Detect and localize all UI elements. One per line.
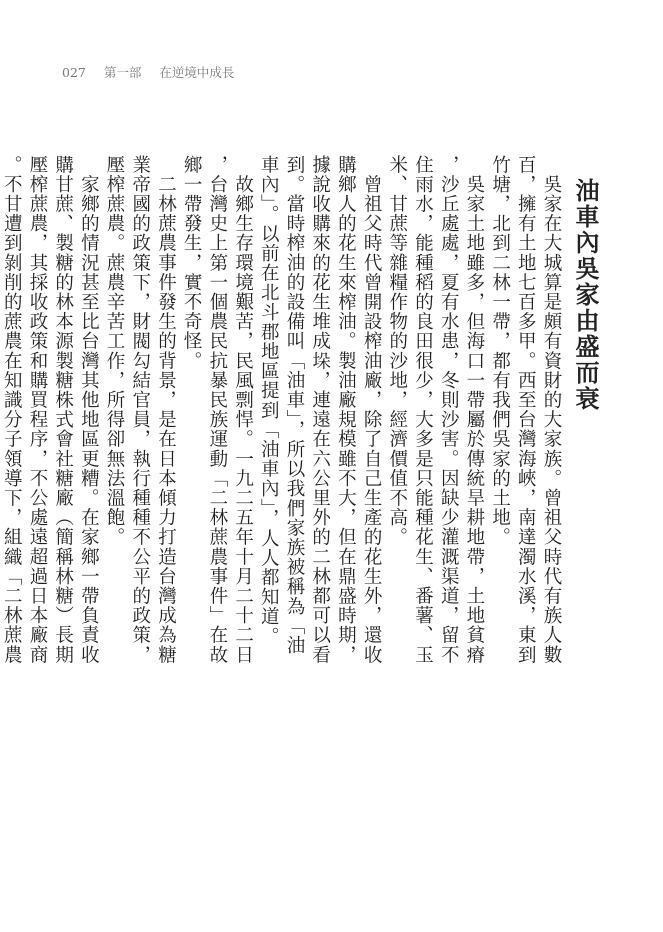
section-title: 油車內吳家由盛而衰 — [571, 178, 599, 412]
part-title: 在逆境中成長 — [159, 65, 235, 80]
part-label: 第一部 — [103, 65, 142, 80]
paragraph: 吳家土地雖多，但海口一帶屬於傳統旱耕地帶，土地貧瘠 ，沙丘處處，夏有水患，冬則沙害。因缺少灌溉渠道，留不 住雨水，能種稻的良田很少，大多是只能種花生、番薯、玉 米、甘蔗等雜糧作物的沙地，經濟價值不高。 — [386, 155, 485, 665]
paragraph: 故鄉生存環境艱苦，民風剽悍。一九二五年十月二十二日 ，台灣史上第一個農民抗暴民族運動「二林蔗農事件」在故 鄉一帶發生，實不奇怪。 — [181, 155, 254, 665]
running-header — [62, 63, 248, 81]
paragraph: 曾祖父時代曾開設榨油廠，除了自己生產的花生外，還收 購鄉人的花生來榨油。製油廠規模雖不大，但在鼎盛時期， 據說收購來的花生堆成垛，連遠在六公里外的二林都可以看 到。當時榨油的設備叫「油車」，所以我們家族被稱為「油 車內」。以前在北斗郡地區提到「油車內」，人人都知道。 — [258, 155, 383, 665]
body-text — [1, 155, 618, 805]
paragraph: 二林蔗農事件發生的背景，是在日本傾力打造台灣成為糖 業帝國的政策下，財閥勾結官員，執行種種不公平的政策， 壓榨蔗農。蔗農辛苦工作，所得卻無法溫飽。 — [104, 155, 177, 665]
paragraph: 家鄉的情況甚至比台灣其他地區更糟。在家鄉一帶負責收 購甘蔗、製糖的林本源製糖株式會社糖廠（簡稱林糖）長期 壓榨蔗農，其採收政策和購買程序，不公處遠超過日本廠商 。不甘遭到剝削的蔗農在知識分子領導下，組織「二林蔗農 — [1, 155, 100, 665]
page-number: 027 — [62, 65, 86, 80]
paragraph: 吳家在大城算是頗有資財的大家族。曾祖父時代有族人數 百，擁有土地七百多甲。西至台灣海峽，南達濁水溪，東到 竹塘，北到二林一帶，都有我們吳家的土地。 — [489, 155, 562, 665]
title-column-spacer — [564, 155, 618, 805]
